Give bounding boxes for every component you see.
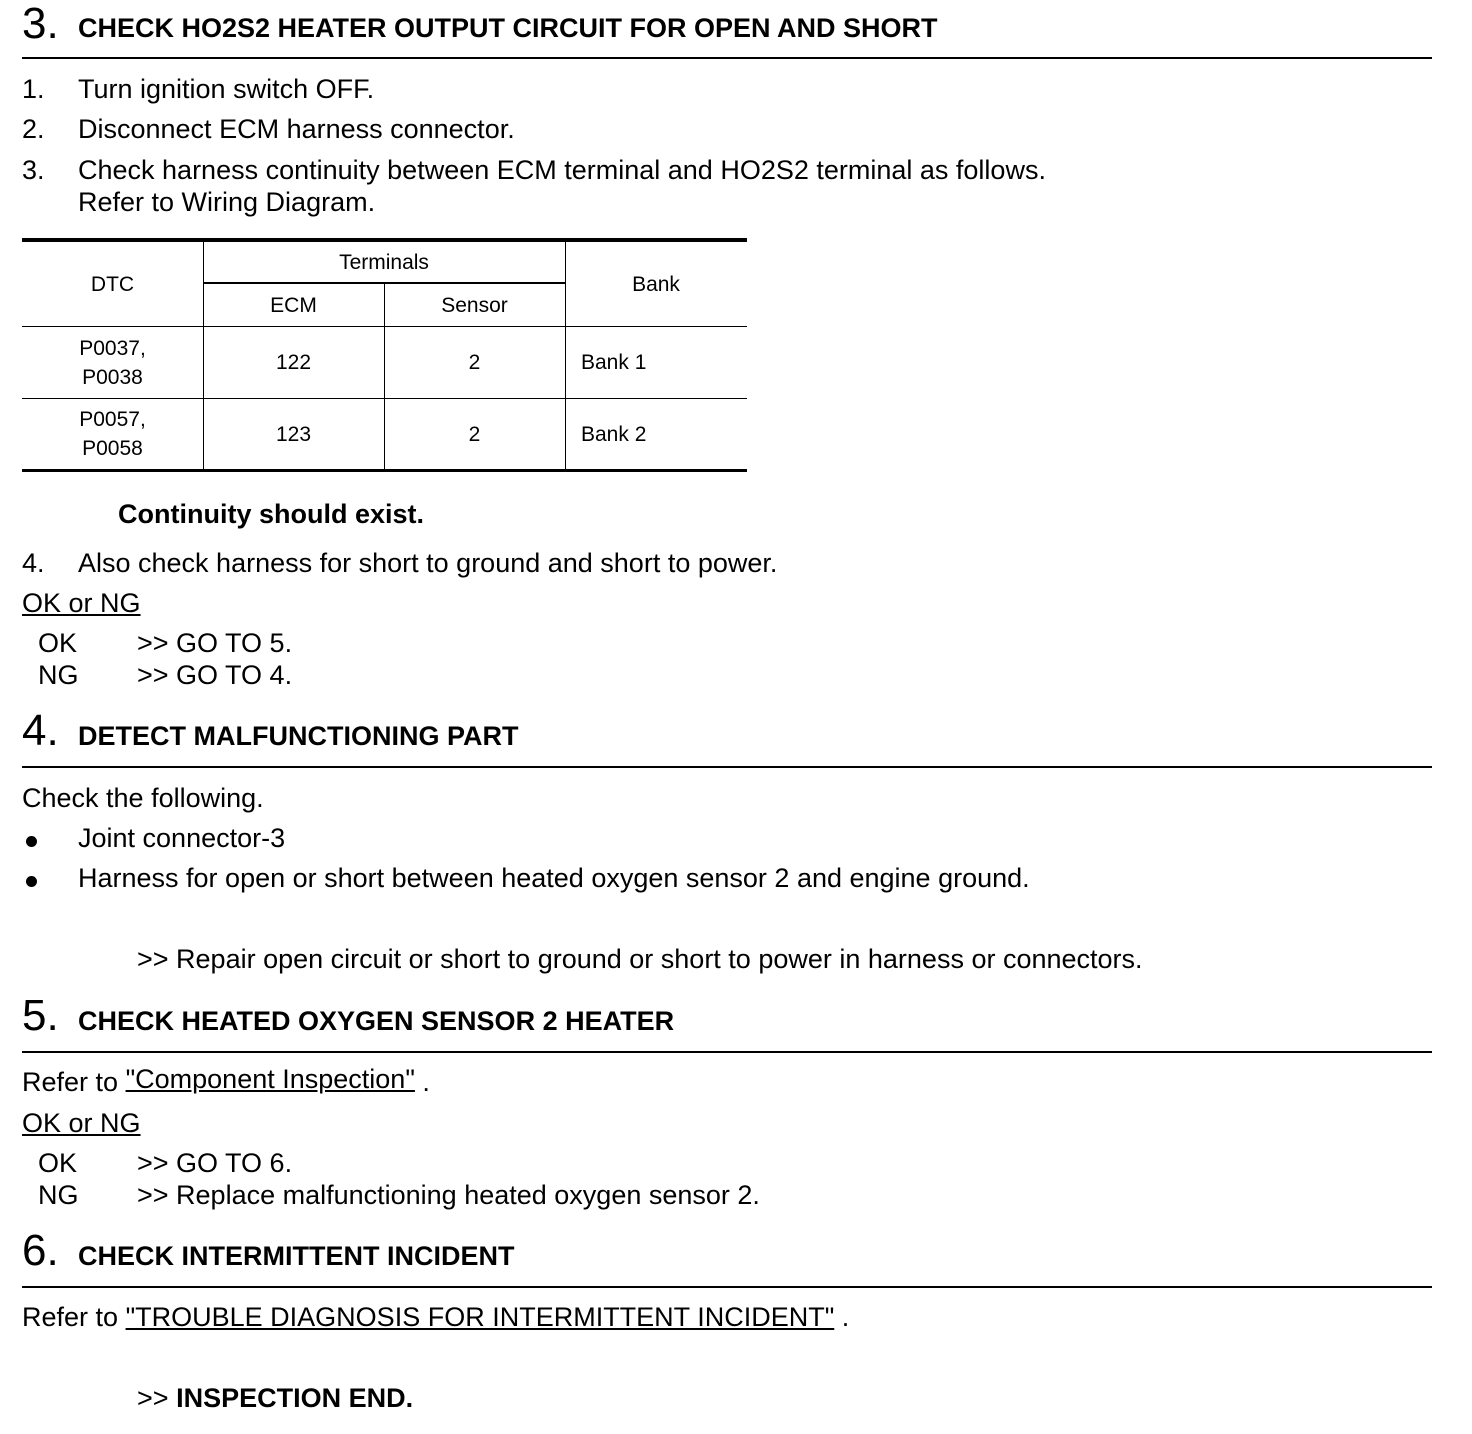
table-row-2-dtc-line-2: P0058 xyxy=(82,437,143,460)
table-row-1-sensor: 2 xyxy=(468,351,481,374)
table-bottom-border xyxy=(22,469,747,472)
inspection-end-text: INSPECTION END. xyxy=(176,1383,414,1413)
step-3-number: 3. xyxy=(22,0,59,48)
header-sensor: Sensor xyxy=(441,293,508,317)
step-3-ok-ng-label: OK or NG xyxy=(22,588,141,618)
step-4-bullet-2: Harness for open or short between heated oxygen sensor 2 and engine ground. xyxy=(78,863,1030,893)
intermittent-incident-link[interactable]: "TROUBLE DIAGNOSIS FOR INTERMITTENT INCIDENT" xyxy=(125,1302,835,1332)
header-dtc: DTC xyxy=(90,272,135,296)
step-3-item-3-text-2: Refer to Wiring Diagram. xyxy=(78,187,376,217)
table-row-2-bank: Bank 2 xyxy=(581,422,647,446)
step-5-refer-suffix: . xyxy=(422,1067,430,1097)
step-5-title: CHECK HEATED OXYGEN SENSOR 2 HEATER xyxy=(78,1006,675,1036)
step-3-item-3-text: Check harness continuity between ECM terminal and HO2S2 terminal as follows. xyxy=(78,155,1046,185)
step-3-item-1-num: 1. xyxy=(22,74,45,104)
step-4-number: 4. xyxy=(22,706,59,755)
component-inspection-link[interactable]: "Component Inspection" xyxy=(125,1064,415,1094)
step-3-divider xyxy=(22,57,1432,59)
step-3-title: CHECK HO2S2 HEATER OUTPUT CIRCUIT FOR OPEN AND SHORT xyxy=(78,13,938,43)
step-5-refer-prefix: Refer to xyxy=(22,1067,119,1097)
step-3-item-4-text: Also check harness for short to ground and short to power. xyxy=(78,548,778,578)
table-row-1-bank: Bank 1 xyxy=(581,351,647,374)
table-row-2-dtc xyxy=(22,399,203,469)
terminals-table xyxy=(22,238,747,472)
table-row-1-dtc-line-2: P0038 xyxy=(82,365,143,389)
step-3-ng-label: NG xyxy=(38,660,79,690)
step-5-number: 5. xyxy=(22,991,59,1040)
table-row-1-dtc-line-1: P0037, xyxy=(79,336,146,360)
step-6-refer-prefix: Refer to xyxy=(22,1302,119,1332)
step-5-ok-ng-label: OK or NG xyxy=(22,1108,141,1138)
bullet-icon xyxy=(26,836,37,847)
step-4-divider xyxy=(22,766,1432,768)
step-3-item-2-text: Disconnect ECM harness connector. xyxy=(78,114,515,144)
inspection-end-prefix: >> xyxy=(137,1383,169,1413)
table-row-2-dtc-line-1: P0057, xyxy=(79,408,146,431)
step-6-refer-suffix: . xyxy=(841,1302,850,1332)
step-5-divider xyxy=(22,1051,1432,1053)
header-bank: Bank xyxy=(632,272,680,296)
step-4-bullet-1: Joint connector-3 xyxy=(78,823,286,853)
table-row-1-ecm: 122 xyxy=(275,351,312,374)
step-4-intro: Check the following. xyxy=(22,783,264,813)
step-4-title: DETECT MALFUNCTIONING PART xyxy=(78,721,519,751)
step-3-item-3-num: 3. xyxy=(22,155,45,185)
step-5-ng-action: >> Replace malfunctioning heated oxygen sensor 2. xyxy=(137,1180,760,1210)
step-3-ok-action: >> GO TO 5. xyxy=(137,628,293,658)
step-3-item-4-num: 4. xyxy=(22,548,45,578)
table-row-2-ecm: 123 xyxy=(275,422,312,446)
step-6-number: 6. xyxy=(22,1226,59,1275)
step-5-ng-label: NG xyxy=(38,1180,79,1210)
step-6-refer xyxy=(22,1301,849,1333)
step-6-divider xyxy=(22,1286,1432,1288)
step-5-refer xyxy=(22,1066,430,1098)
step-3-item-1-text: Turn ignition switch OFF. xyxy=(78,74,375,104)
bullet-icon xyxy=(26,876,37,887)
step-3-ok-label: OK xyxy=(38,628,78,658)
step-5-ok-label: OK xyxy=(38,1148,78,1178)
table-row-1-dtc xyxy=(22,327,203,398)
table-row-2-sensor: 2 xyxy=(468,422,481,446)
step-4-action: >> Repair open circuit or short to ground or short to power in harness or connectors. xyxy=(137,944,1143,974)
header-ecm: ECM xyxy=(270,293,317,317)
inspection-end xyxy=(137,1382,413,1414)
step-6-title: CHECK INTERMITTENT INCIDENT xyxy=(78,1241,515,1271)
header-terminals: Terminals xyxy=(339,250,429,274)
step-5-ok-action: >> GO TO 6. xyxy=(137,1148,293,1178)
step-3-item-2-num: 2. xyxy=(22,114,45,144)
step-3-ng-action: >> GO TO 4. xyxy=(137,660,293,690)
continuity-note: Continuity should exist. xyxy=(118,499,425,529)
